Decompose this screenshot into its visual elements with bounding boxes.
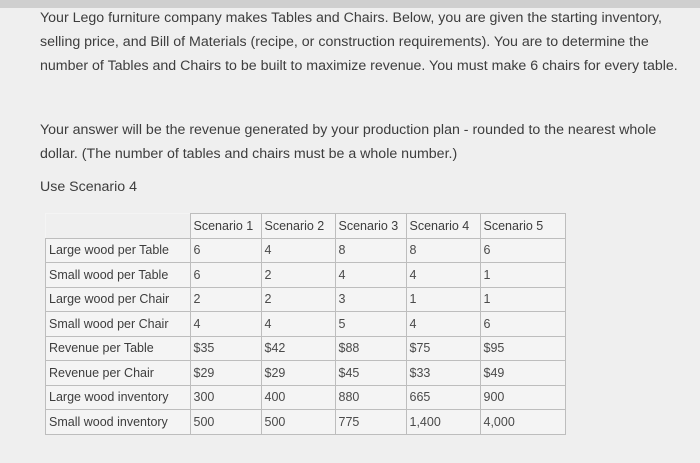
table-cell: $35 [190,336,261,361]
table-cell: 4 [261,238,335,263]
header-scenario-2: Scenario 2 [261,214,335,239]
table-cell: $33 [406,361,480,386]
table-header-row [46,214,566,239]
table-cell: 1 [480,263,565,288]
row-label: Large wood inventory [46,385,191,410]
header-scenario-1: Scenario 1 [190,214,261,239]
table-cell: 4 [261,312,335,337]
table-cell: 500 [190,410,261,435]
table-cell: 1,400 [406,410,480,435]
table-cell: 1 [480,287,565,312]
table-row [46,312,566,337]
header-scenario-5: Scenario 5 [480,214,565,239]
table-cell: 2 [190,287,261,312]
row-label: Small wood per Table [46,263,191,288]
table-row [46,410,566,435]
table-cell: $42 [261,336,335,361]
row-label: Revenue per Table [46,336,191,361]
table-cell: 4 [190,312,261,337]
table-cell: 300 [190,385,261,410]
table-cell: 8 [406,238,480,263]
table-cell: $95 [480,336,565,361]
table-row [46,385,566,410]
header-corner [46,214,191,239]
table-cell: 8 [335,238,406,263]
table-cell: 665 [406,385,480,410]
table-cell: 2 [261,287,335,312]
table-cell: 400 [261,385,335,410]
problem-statement: Your Lego furniture company makes Tables and Chairs. Below, you are given the starting inventory, selling price, and Bill of Materials (recipe, or construction requirements). You are to determine the number of Tables and Chairs to be built to maximize revenue. You must make 6 chairs for every table. [40,10,678,74]
table-cell: $88 [335,336,406,361]
table-cell: $45 [335,361,406,386]
table-cell: $29 [190,361,261,386]
table-cell: 900 [480,385,565,410]
row-label: Large wood per Chair [46,287,191,312]
table-cell: 6 [190,263,261,288]
table-cell: 2 [261,263,335,288]
table-cell: 4 [335,263,406,288]
header-scenario-4: Scenario 4 [406,214,480,239]
table-cell: 880 [335,385,406,410]
table-cell: 5 [335,312,406,337]
table-cell: 1 [406,287,480,312]
table-cell: 6 [480,312,565,337]
table-cell: $49 [480,361,565,386]
table-cell: $29 [261,361,335,386]
bill-of-materials-table [45,213,566,435]
answer-instructions: Your answer will be the revenue generated by your production plan - rounded to the nearest whole dollar. (The number of tables and chairs must be a whole number.) [40,122,657,162]
table-row [46,238,566,263]
table-cell: 6 [480,238,565,263]
table-cell: 500 [261,410,335,435]
row-label: Revenue per Chair [46,361,191,386]
table-cell: 4,000 [480,410,565,435]
table-cell: 775 [335,410,406,435]
scenario-instruction: Use Scenario 4 [40,179,137,195]
table-cell: 4 [406,312,480,337]
table-cell: 6 [190,238,261,263]
row-label: Large wood per Table [46,238,191,263]
table-cell: 3 [335,287,406,312]
table-row [46,361,566,386]
row-label: Small wood inventory [46,410,191,435]
table-cell: $75 [406,336,480,361]
row-label: Small wood per Chair [46,312,191,337]
table-row [46,263,566,288]
table-row [46,287,566,312]
table-row [46,336,566,361]
header-scenario-3: Scenario 3 [335,214,406,239]
table-cell: 4 [406,263,480,288]
